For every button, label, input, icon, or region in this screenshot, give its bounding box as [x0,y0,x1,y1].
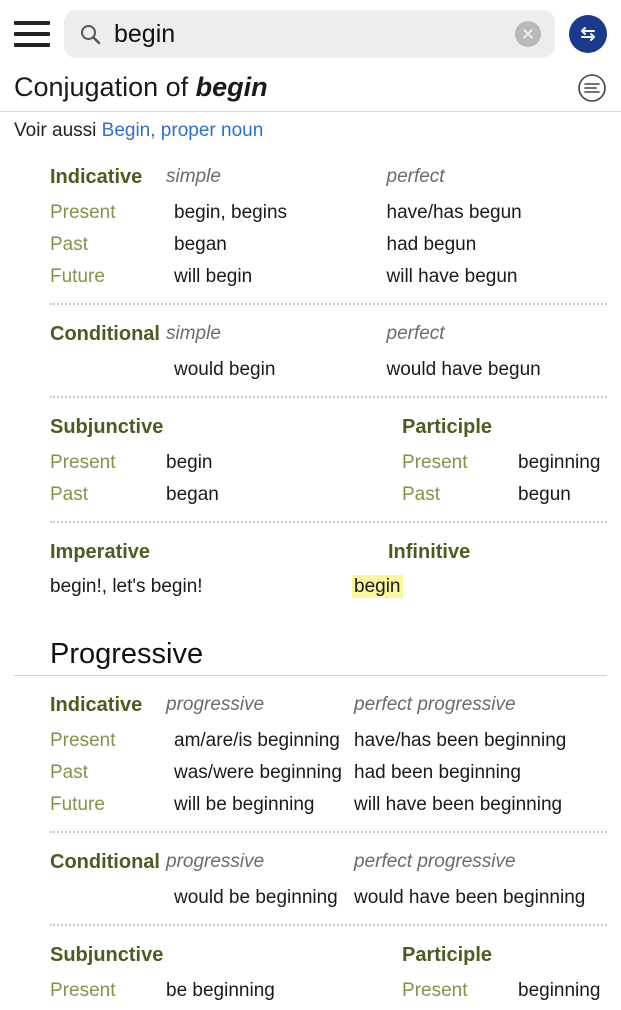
form-cell: have/has begun [386,202,522,223]
swap-arrows-icon [576,22,600,46]
tense-past: Past [50,234,89,255]
spacer [166,940,366,975]
form-cell: had begun [386,234,477,255]
swap-languages-button[interactable] [569,15,607,53]
progressive-conditional-table [14,833,607,924]
column-header-progressive: progressive [166,694,265,715]
form-cell: would have been beginning [354,887,586,908]
hamburger-line [14,21,50,25]
column-header-perfect-progressive: perfect progressive [354,851,516,872]
spacer [518,412,607,447]
form-cell: have/has been beginning [354,730,567,751]
form-cell: will have begun [386,266,518,287]
mood-participle: Participle [402,416,493,438]
section-title-progressive: Progressive [14,628,607,676]
hamburger-line [14,32,50,36]
form-cell: beginning [518,980,601,1001]
hamburger-menu-icon[interactable] [14,19,50,49]
mood-indicative: Indicative [50,694,143,716]
form-cell: am/are/is beginning [174,730,340,751]
progressive-subjunctive-participle-table [14,926,607,1010]
form-cell: begun [518,484,571,505]
form-cell: would have begun [386,359,541,380]
infinitive-form-cell [352,572,607,604]
indicative-table [14,148,607,303]
tense-present: Present [50,452,116,473]
tense-past: Past [50,762,89,783]
page-header [0,66,621,112]
form-cell: begin, begins [174,202,288,223]
imperative-infinitive-table [14,523,607,614]
page-title-prefix: Conjugation of [14,72,196,102]
mood-imperative: Imperative [50,541,151,563]
column-header-perfect: perfect [386,323,445,344]
see-also-label: Voir aussi [14,120,102,141]
see-also [0,112,621,148]
tense-past: Past [50,484,89,505]
form-cell: begin [166,452,213,473]
form-cell: was/were beginning [174,762,342,783]
form-cell: would be beginning [174,887,338,908]
search-icon [78,22,102,46]
mood-subjunctive: Subjunctive [50,416,164,438]
see-also-link[interactable]: Begin, proper noun [101,120,264,141]
mood-infinitive: Infinitive [388,541,471,563]
form-cell: will be beginning [174,794,315,815]
highlighted-form: begin [354,576,401,597]
top-bar [0,0,621,66]
tense-blank [14,882,166,914]
form-cell: begin!, let's begin! [50,576,203,597]
form-cell: began [174,234,227,255]
search-bar[interactable] [64,10,555,58]
tense-present: Present [402,980,468,1001]
page-title [14,72,268,103]
mood-subjunctive: Subjunctive [50,944,164,966]
options-list-icon[interactable] [577,73,607,103]
form-cell: had been beginning [354,762,521,783]
clear-icon[interactable] [515,21,541,47]
mood-conditional: Conditional [50,851,160,873]
hamburger-line [14,43,50,47]
simple-conjugation-block [0,148,621,614]
mood-conditional: Conditional [50,323,160,345]
form-cell: will have been beginning [354,794,563,815]
column-header-progressive: progressive [166,851,265,872]
search-input[interactable]: begin [114,19,176,48]
tense-present: Present [50,980,116,1001]
tense-blank [14,354,166,386]
spacer [518,940,607,975]
column-header-perfect: perfect [386,166,445,187]
form-cell: be beginning [166,980,275,1001]
form-cell: beginning [518,452,601,473]
form-cell: will begin [174,266,253,287]
column-header-simple: simple [166,323,221,344]
tense-present: Present [50,730,116,751]
form-cell: would begin [174,359,276,380]
subjunctive-participle-table [14,398,607,521]
column-header-perfect-progressive: perfect progressive [354,694,516,715]
mood-indicative: Indicative [50,166,143,188]
tense-past: Past [402,484,441,505]
progressive-conjugation-block [0,628,621,1010]
conditional-table [14,305,607,396]
form-cell: began [166,484,219,505]
tense-future: Future [50,794,105,815]
tense-future: Future [50,266,105,287]
column-header-simple: simple [166,166,221,187]
progressive-indicative-table [14,676,607,831]
tense-present: Present [402,452,468,473]
mood-participle: Participle [402,944,493,966]
tense-present: Present [50,202,116,223]
page-title-word: begin [195,72,268,102]
spacer [166,412,366,447]
